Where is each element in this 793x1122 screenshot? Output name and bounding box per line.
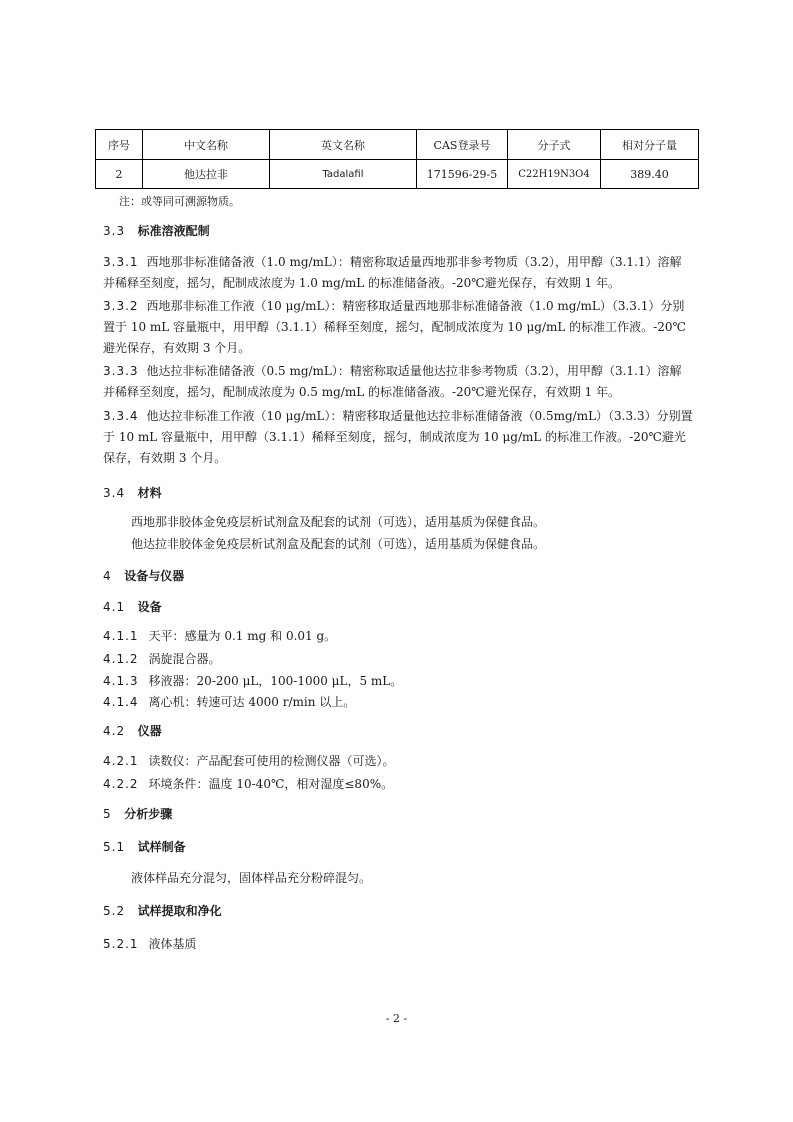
section-title: 标准溶液配制 (137, 224, 210, 238)
section-number: 5.1 (103, 840, 126, 854)
section-number: 4.2 (103, 724, 126, 738)
reference-material-table (95, 129, 699, 189)
table-cell: 他达拉非 (143, 160, 270, 189)
clause-text: 离心机：转速可达 4000 r/min 以上。 (148, 695, 356, 709)
clause-text: 移液器：20-200 μL，100-1000 μL，5 mL。 (148, 674, 403, 688)
section-heading-5 (103, 805, 172, 822)
clause-text: 环境条件：温度 10-40℃，相对湿度≤80%。 (148, 777, 394, 791)
section-title: 仪器 (137, 724, 162, 738)
section-number: 3.4 (103, 486, 126, 500)
table-cell: 171596-29-5 (417, 160, 508, 189)
clause-number: 4.2.1 (103, 754, 139, 768)
clause-number: 4.1.3 (103, 674, 139, 688)
section-title: 材料 (137, 486, 162, 500)
sample-prep-text: 液体样品充分混匀，固体样品充分粉碎混匀。 (131, 871, 372, 885)
section-heading-4 (103, 567, 184, 584)
section-heading-5-1 (103, 838, 186, 855)
section-heading-3-4 (103, 484, 162, 501)
clause-text: 读数仪：产品配套可使用的检测仪器（可选）。 (148, 754, 395, 768)
equipment-item (103, 672, 402, 689)
table-cell: C22H19N3O4 (508, 160, 601, 189)
section-heading-5-2 (103, 902, 222, 919)
section-number: 3.3 (103, 224, 126, 238)
section-title: 设备与仪器 (124, 569, 185, 583)
table-header-cell: 英文名称 (270, 130, 417, 160)
table-header-cell: CAS登录号 (417, 130, 508, 160)
instrument-item (103, 775, 393, 792)
section-heading-3-3 (103, 222, 210, 239)
clause-number: 3.3.1 (103, 255, 139, 269)
section-number: 5.2 (103, 904, 126, 918)
table-header-cell: 中文名称 (143, 130, 270, 160)
clause-text: 天平：感量为 0.1 mg 和 0.01 g。 (148, 629, 337, 643)
clause-number: 4.2.2 (103, 777, 139, 791)
clause-number: 3.3.4 (103, 409, 139, 423)
section-number: 4.1 (103, 600, 126, 614)
clause-number: 4.1.1 (103, 629, 139, 643)
clause-number: 4.1.4 (103, 695, 139, 709)
section-number: 5 (103, 807, 112, 821)
clause-number: 4.1.2 (103, 652, 139, 666)
clause-text: 西地那非标准储备液（1.0 mg/mL）：精密称取适量西地那非参考物质（3.2），用甲醇（3.1.1）溶解并稀释至刻度，摇匀，配制成浓度为 1.0 mg/mL 的标准储备液。-20℃避光保存，有效期 1 年。 (103, 255, 682, 290)
table-header-cell: 相对分子量 (601, 130, 699, 160)
instrument-item (103, 752, 395, 769)
section-title: 分析步骤 (124, 807, 173, 821)
table-cell: Tadalafil (270, 160, 417, 189)
equipment-item (103, 627, 336, 644)
section-heading-4-2 (103, 722, 162, 739)
material-line: 他达拉非胶体金免疫层析试剂盒及配套的试剂（可选），适用基质为保健食品。 (131, 537, 546, 551)
clause-text: 液体基质 (148, 937, 197, 951)
page-number: - 2 - (385, 1012, 408, 1025)
paragraph-3-3-4 (103, 406, 693, 469)
table-row (96, 160, 699, 189)
section-title: 试样提取和净化 (137, 904, 222, 918)
material-line: 西地那非胶体金免疫层析试剂盒及配套的试剂（可选），适用基质为保健食品。 (131, 515, 546, 529)
paragraph-3-3-1 (103, 252, 693, 294)
section-number: 4 (103, 569, 112, 583)
table-cell: 389.40 (601, 160, 699, 189)
table-header-cell: 分子式 (508, 130, 601, 160)
table-note: 注：或等同可溯源物质。 (119, 195, 240, 208)
paragraph-3-3-3 (103, 361, 693, 403)
clause-number: 3.3.2 (103, 299, 139, 313)
equipment-item (103, 693, 355, 710)
clause-text: 他达拉非标准储备液（0.5 mg/mL）：精密称取适量他达拉非参考物质（3.2），用甲醇（3.1.1）溶解并稀释至刻度，摇匀，配制成浓度为 0.5 mg/mL 的标准储备液。-20℃避光保存，有效期 1 年。 (103, 364, 682, 399)
section-title: 设备 (137, 600, 162, 614)
clause-number: 3.3.3 (103, 364, 139, 378)
table-header-row (96, 130, 699, 160)
table-header-cell: 序号 (96, 130, 143, 160)
section-heading-4-1 (103, 598, 162, 615)
clause-number: 5.2.1 (103, 937, 139, 951)
clause-text: 他达拉非标准工作液（10 μg/mL）：精密移取适量他达拉非标准储备液（0.5mg/mL）（3.3.3）分别置于 10 mL 容量瓶中，用甲醇（3.1.1）稀释至刻度，摇匀，制成浓度为 10 μg/mL 的标准工作液。-20℃避光保存，有效期 3 个月。 (103, 409, 693, 465)
paragraph-3-3-2 (103, 296, 693, 359)
section-title: 试样制备 (137, 840, 186, 854)
section-heading-5-2-1 (103, 935, 197, 952)
clause-text: 涡旋混合器。 (148, 652, 221, 666)
table-cell: 2 (96, 160, 143, 189)
equipment-item (103, 650, 221, 667)
clause-text: 西地那非标准工作液（10 μg/mL）：精密移取适量西地那非标准储备液（1.0 mg/mL）（3.3.1）分别置于 10 mL 容量瓶中，用甲醇（3.1.1）稀释至刻度，摇匀，配制成浓度为 10 μg/mL 的标准工作液。-20℃避光保存，有效期 3 个月。 (103, 299, 686, 355)
